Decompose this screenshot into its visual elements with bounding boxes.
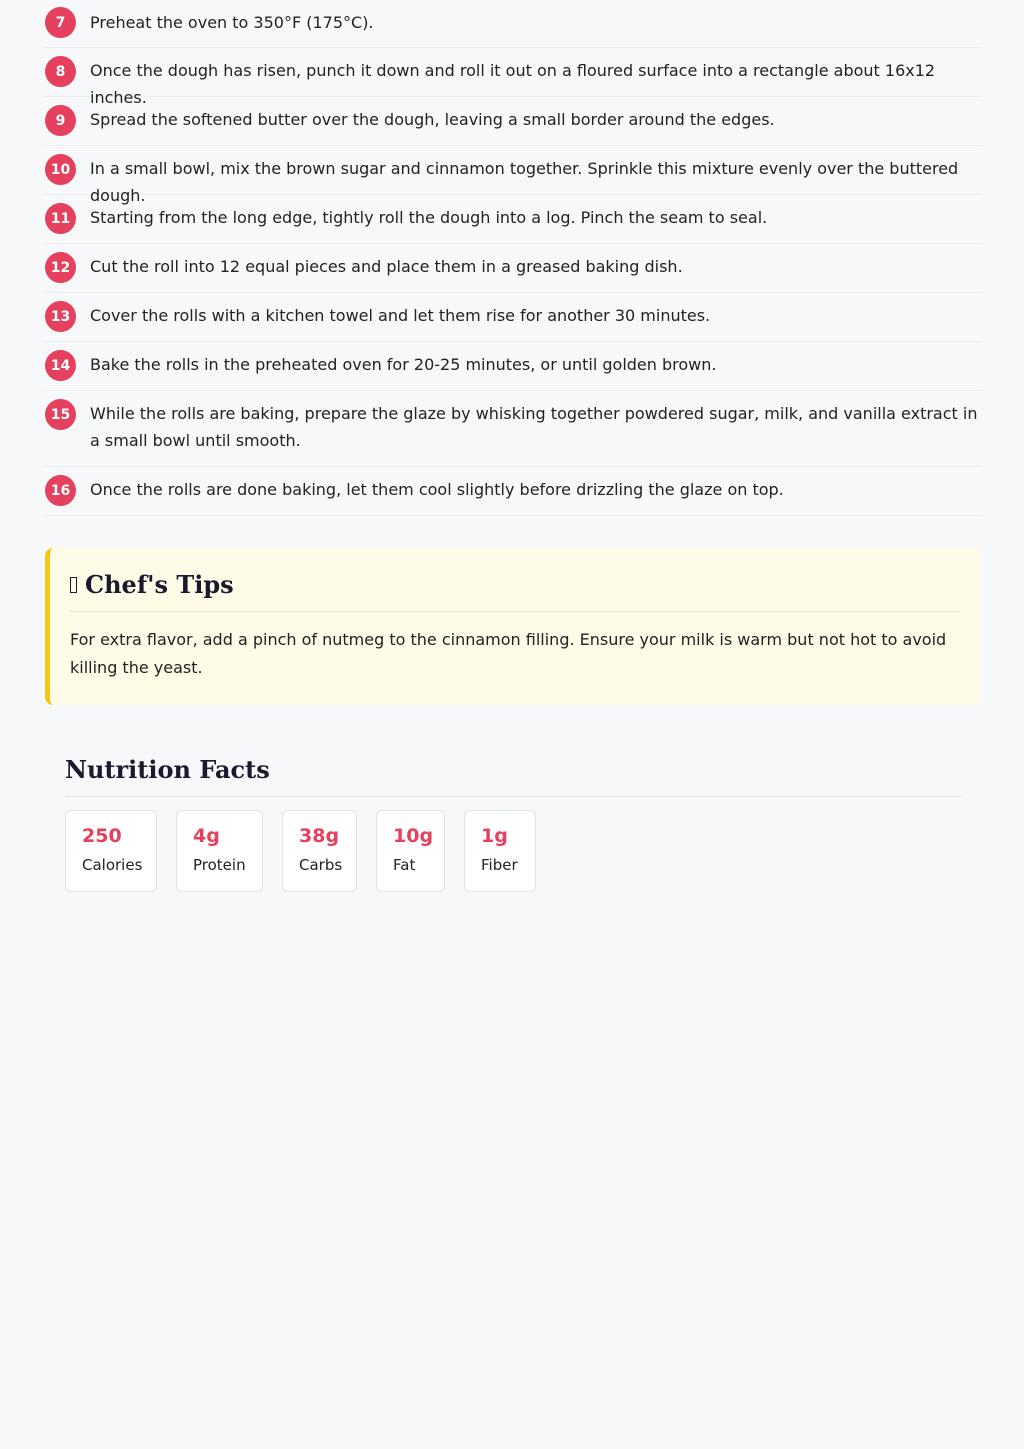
step-number-badge: 12 [45, 252, 76, 283]
nutrition-label: Calories [82, 856, 143, 874]
lightbulb-icon [70, 577, 77, 593]
step-number-badge: 13 [45, 301, 76, 332]
nutrition-card-calories [65, 810, 157, 892]
step-item [45, 244, 980, 293]
step-text: Bake the rolls in the preheated oven for 20-25 minutes, or until golden brown. [90, 355, 717, 374]
step-text: Once the dough has risen, punch it down and roll it out on a floured surface into a rectangle about 16x12 inches. [90, 61, 936, 107]
instructions-list [45, 0, 980, 516]
step-item [45, 0, 980, 48]
step-text: Starting from the long edge, tightly roll the dough into a log. Pinch the seam to seal. [90, 208, 768, 227]
step-number-badge: 9 [45, 105, 76, 136]
nutrition-label: Fat [393, 856, 416, 874]
step-number-badge: 7 [45, 7, 76, 38]
nutrition-value: 250 [82, 825, 122, 847]
nutrition-card-protein [176, 810, 263, 892]
chefs-tips-box [45, 548, 980, 705]
step-text: Spread the softened butter over the dough, leaving a small border around the edges. [90, 110, 775, 129]
step-text: Cover the rolls with a kitchen towel and let them rise for another 30 minutes. [90, 306, 711, 325]
nutrition-value: 4g [193, 825, 220, 847]
nutrition-card-carbs [282, 810, 357, 892]
nutrition-facts-list [65, 810, 961, 892]
chefs-tips-title: Chef's Tips [85, 570, 234, 599]
step-text: Once the rolls are done baking, let them cool slightly before drizzling the glaze on top. [90, 480, 784, 499]
nutrition-label: Protein [193, 856, 246, 874]
nutrition-label: Carbs [299, 856, 343, 874]
nutrition-facts-title: Nutrition Facts [65, 755, 961, 797]
step-item [45, 467, 980, 516]
step-number-badge: 11 [45, 203, 76, 234]
step-item [45, 48, 980, 107]
step-item [45, 293, 980, 342]
step-item [45, 342, 980, 391]
step-text: Preheat the oven to 350°F (175°C). [90, 13, 374, 32]
nutrition-label: Fiber [481, 856, 518, 874]
step-text: In a small bowl, mix the brown sugar and cinnamon together. Sprinkle this mixture evenly over the buttered dough. [90, 159, 959, 205]
chefs-tips-text: For extra flavor, add a pinch of nutmeg to the cinnamon filling. Ensure your milk is warm but not hot to avoid killing the yeast. [70, 630, 947, 677]
step-number-badge: 8 [45, 56, 76, 87]
step-text: While the rolls are baking, prepare the glaze by whisking together powdered sugar, milk, and vanilla extract in a small bowl until smooth. [90, 404, 978, 450]
step-item [45, 391, 980, 467]
nutrition-value: 10g [393, 825, 434, 847]
chefs-tips-heading [70, 570, 960, 612]
step-item [45, 146, 980, 205]
step-number-badge: 15 [45, 399, 76, 430]
step-number-badge: 14 [45, 350, 76, 381]
nutrition-value: 1g [481, 825, 508, 847]
step-number-badge: 10 [45, 154, 76, 185]
step-number-badge: 16 [45, 475, 76, 506]
nutrition-card-fiber [464, 810, 536, 892]
nutrition-card-fat [376, 810, 445, 892]
nutrition-value: 38g [299, 825, 340, 847]
step-text: Cut the roll into 12 equal pieces and place them in a greased baking dish. [90, 257, 683, 276]
nutrition-facts-section [65, 755, 961, 892]
